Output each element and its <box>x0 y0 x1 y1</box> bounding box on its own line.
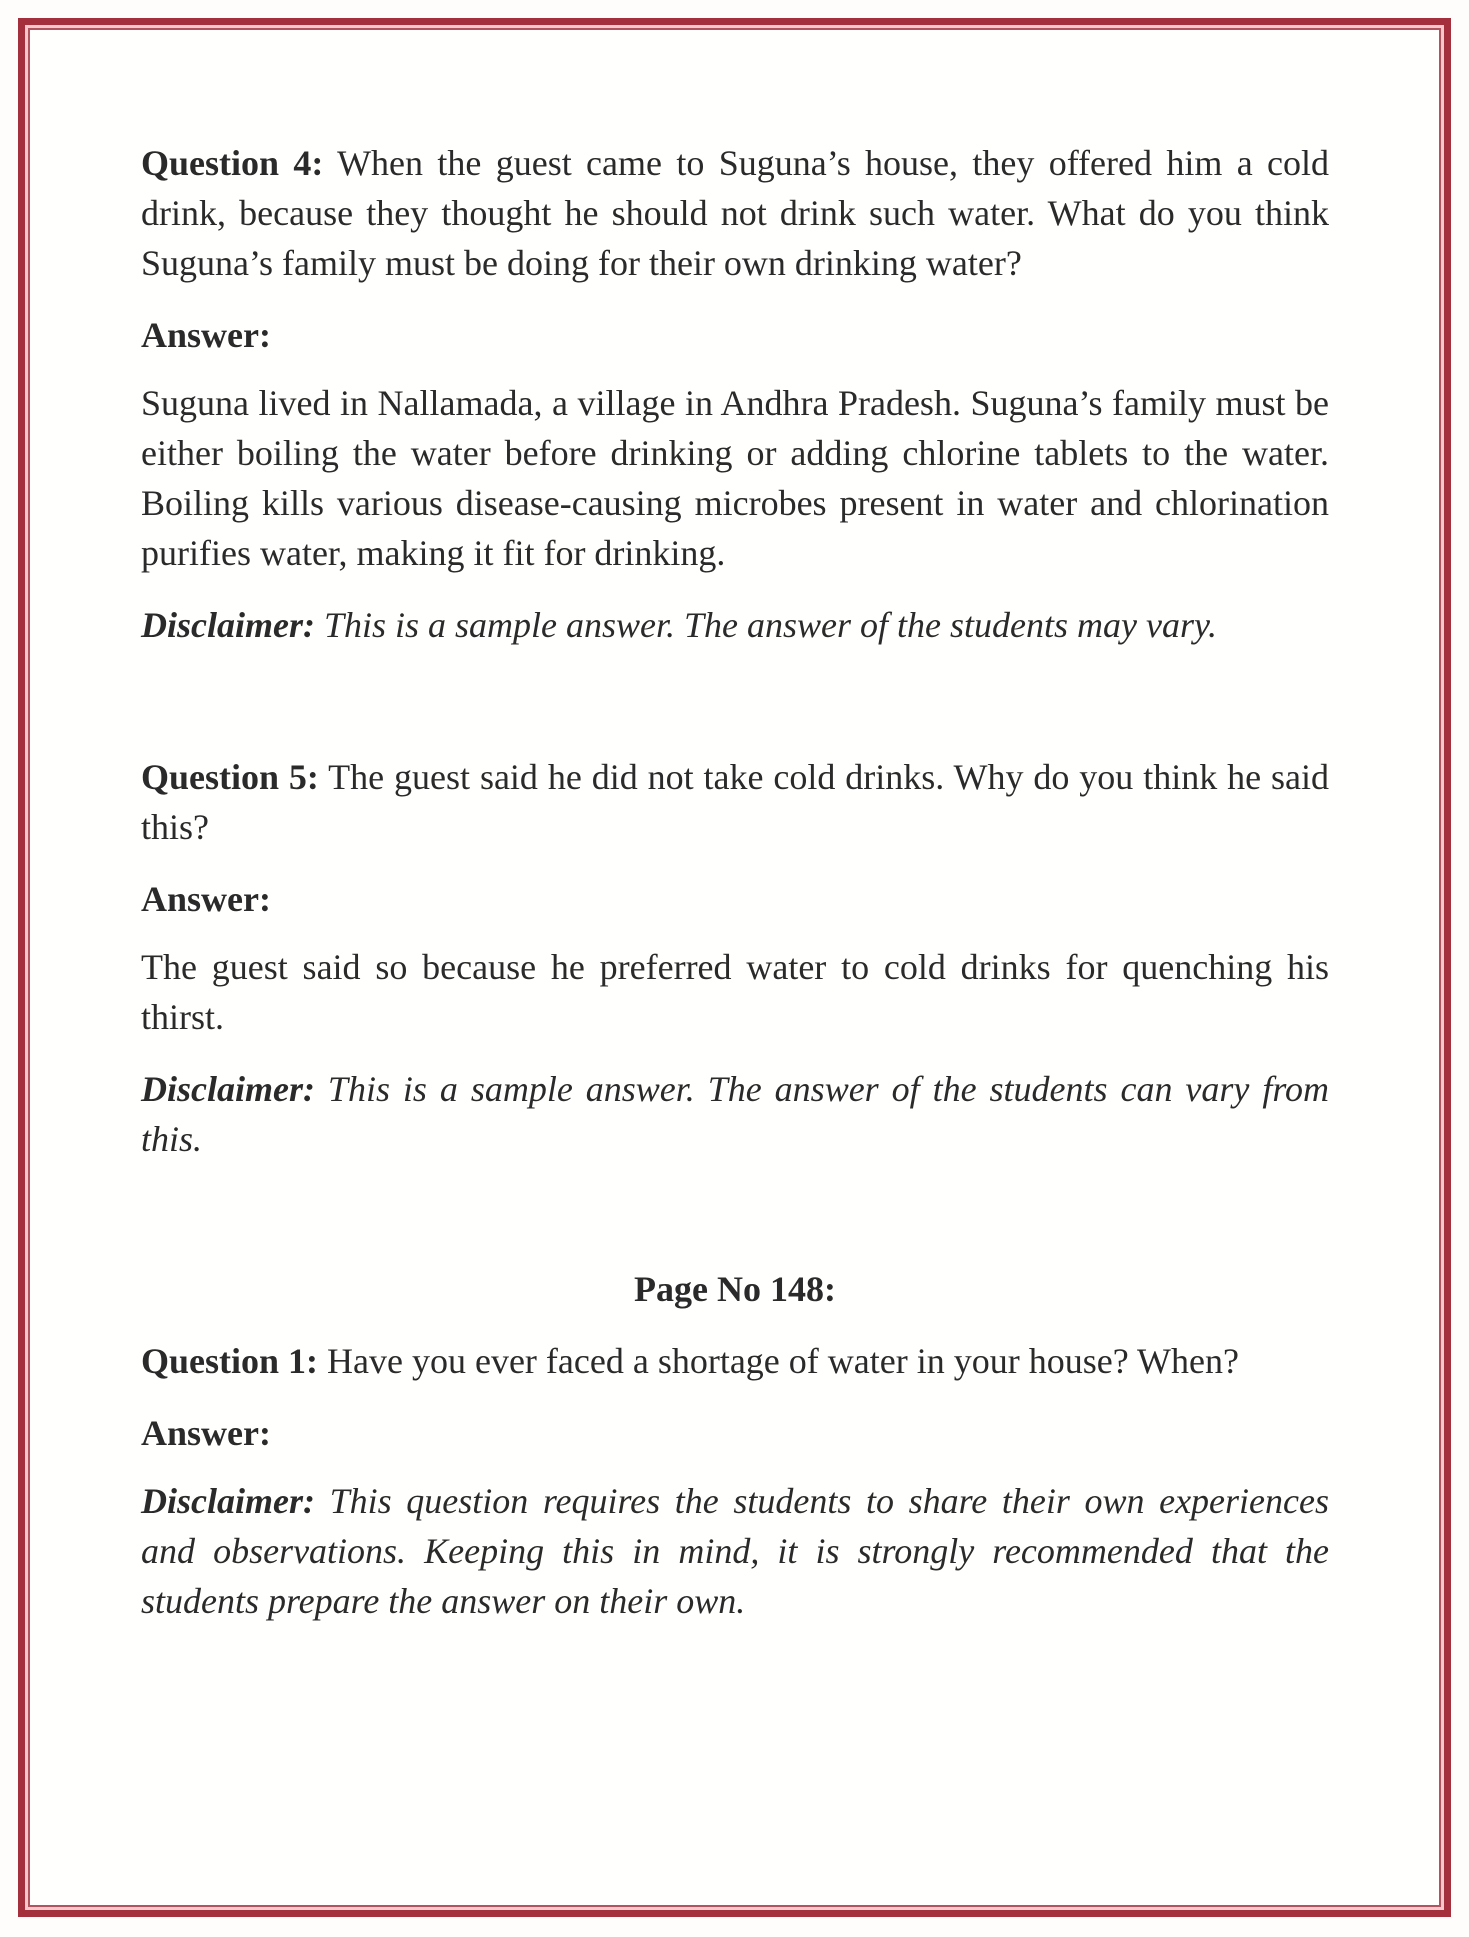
disclaimer-5 <box>141 1064 1329 1164</box>
question-5 <box>141 752 1329 852</box>
document-content <box>141 138 1329 1626</box>
disclaimer-4-text: This is a sample answer. The answer of the students may vary. <box>314 605 1217 645</box>
question-4-label: Question 4: <box>141 143 324 183</box>
question-1-section <box>141 1336 1329 1626</box>
question-4 <box>141 138 1329 288</box>
question-4-text: When the guest came to Suguna’s house, they offered him a cold drink, because they thought he should not drink such water. What do you think Suguna’s family must be doing for their own drinking water? <box>141 143 1330 283</box>
disclaimer-1-label: Disclaimer: <box>141 1481 315 1521</box>
disclaimer-4-label: Disclaimer: <box>141 605 315 645</box>
question-5-text: The guest said he did not take cold drinks. Why do you think he said this? <box>141 757 1329 847</box>
disclaimer-5-text: This is a sample answer. The answer of the students can vary from this. <box>141 1069 1329 1159</box>
question-4-section <box>141 138 1329 650</box>
question-5-label: Question 5: <box>141 757 319 797</box>
question-1-text: Have you ever faced a shortage of water in your house? When? <box>318 1341 1239 1381</box>
answer-4-label: Answer: <box>141 315 271 355</box>
answer-1-label: Answer: <box>141 1413 271 1453</box>
disclaimer-4 <box>141 600 1329 650</box>
question-1-label: Question 1: <box>141 1341 319 1381</box>
question-5-section <box>141 752 1329 1164</box>
disclaimer-1 <box>141 1476 1329 1626</box>
answer-5-text: The guest said so because he preferred water to cold drinks for quenching his thirst. <box>141 947 1329 1037</box>
section-spacer <box>141 650 1329 752</box>
answer-5-label: Answer: <box>141 879 271 919</box>
page-number-heading: Page No 148: <box>634 1269 836 1309</box>
disclaimer-5-label: Disclaimer: <box>141 1069 315 1109</box>
disclaimer-1-text: This question requires the students to share their own experiences and observations. Keeping this in mind, it is strongly recommended that the students prepare the answer on their own. <box>141 1481 1329 1621</box>
question-1 <box>141 1336 1329 1386</box>
answer-4-text: Suguna lived in Nallamada, a village in Andhra Pradesh. Suguna’s family must be either boiling the water before drinking or adding chlorine tablets to the water. Boiling kills various disease-causing microbes present in water and chlorination purifies water, making it fit for drinking. <box>141 383 1329 573</box>
section-spacer <box>141 1164 1329 1264</box>
